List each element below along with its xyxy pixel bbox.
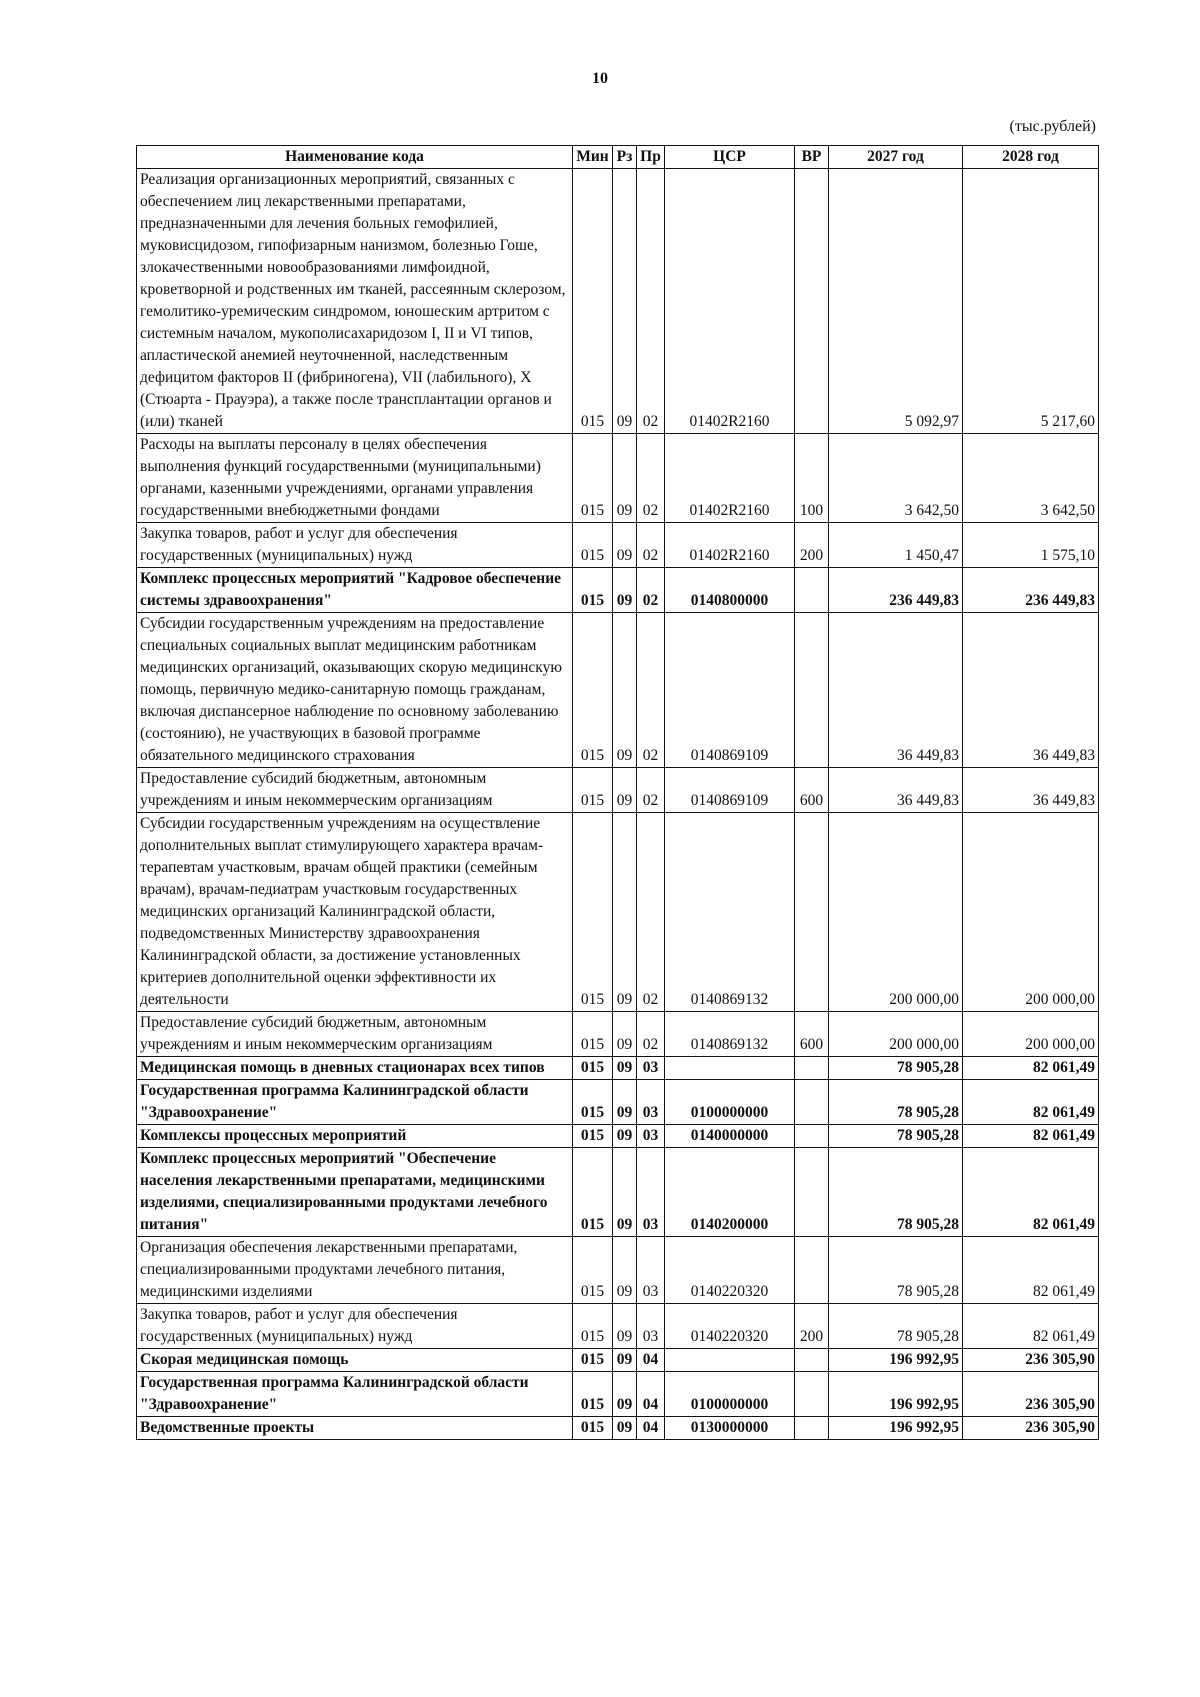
cell-min: 015 (573, 568, 613, 613)
cell-vr: 600 (795, 768, 829, 813)
cell-name: Предоставление субсидий бюджетным, автономным учреждениям и иным некоммерческим организациям (137, 768, 573, 813)
cell-y2027: 5 092,97 (829, 169, 963, 434)
cell-name: Скорая медицинская помощь (137, 1349, 573, 1372)
cell-min: 015 (573, 1237, 613, 1304)
cell-pr: 02 (637, 1012, 665, 1057)
cell-name: Комплекс процессных мероприятий "Обеспечение населения лекарственными препаратами, медицинскими изделиями, специализированными продуктами лечебного питания" (137, 1148, 573, 1237)
cell-rz: 09 (613, 813, 637, 1012)
cell-csr: 0140220320 (665, 1237, 795, 1304)
cell-y2027: 200 000,00 (829, 813, 963, 1012)
header-rz: Рз (613, 146, 637, 169)
cell-y2028: 1 575,10 (963, 523, 1099, 568)
cell-min: 015 (573, 1125, 613, 1148)
header-2027: 2027 год (829, 146, 963, 169)
cell-name: Организация обеспечения лекарственными препаратами, специализированными продуктами лечебного питания, медицинскими изделиями (137, 1237, 573, 1304)
header-pr: Пр (637, 146, 665, 169)
cell-rz: 09 (613, 1304, 637, 1349)
cell-csr: 0140800000 (665, 568, 795, 613)
table-row (137, 813, 1099, 1012)
table-row (137, 1080, 1099, 1125)
cell-y2028: 5 217,60 (963, 169, 1099, 434)
cell-y2027: 78 905,28 (829, 1148, 963, 1237)
cell-name: Реализация организационных мероприятий, связанных с обеспечением лиц лекарственными препаратами, предназначенными для лечения больных гемофилией, муковисцидозом, гипофизарным нанизмом, болезнью Гоше, злокачественными новообразованиями лимфоидной, кроветворной и родственных им тканей, рассеянным склерозом, гемолитико-уремическим синдромом, юношеским артритом с системным началом, мукополисахаридозом I, II и VI типов, апластической анемией неуточненной, наследственным дефицитом факторов II (фибриногена), VII (лабильного), X (Стюарта - Прауэра), а также после трансплантации органов и (или) тканей (137, 169, 573, 434)
table-body (137, 169, 1099, 1440)
cell-min: 015 (573, 1148, 613, 1237)
cell-vr (795, 813, 829, 1012)
cell-csr: 0100000000 (665, 1372, 795, 1417)
cell-vr (795, 1372, 829, 1417)
cell-y2028: 82 061,49 (963, 1304, 1099, 1349)
cell-rz: 09 (613, 169, 637, 434)
cell-pr: 02 (637, 169, 665, 434)
cell-y2028: 82 061,49 (963, 1080, 1099, 1125)
cell-pr: 02 (637, 768, 665, 813)
cell-vr (795, 1125, 829, 1148)
cell-vr: 200 (795, 523, 829, 568)
cell-name: Субсидии государственным учреждениям на осуществление дополнительных выплат стимулирующего характера врачам-терапевтам участковым, врачам общей практики (семейным врачам), врачам-педиатрам участковым государственных медицинских организаций Калининградской области, подведомственных Министерству здравоохранения Калининградской области, за достижение установленных критериев дополнительной оценки эффективности их деятельности (137, 813, 573, 1012)
header-2028: 2028 год (963, 146, 1099, 169)
cell-pr: 03 (637, 1148, 665, 1237)
cell-min: 015 (573, 434, 613, 523)
cell-rz: 09 (613, 568, 637, 613)
header-csr: ЦСР (665, 146, 795, 169)
cell-y2027: 78 905,28 (829, 1237, 963, 1304)
budget-table (136, 145, 1099, 1440)
cell-csr: 0130000000 (665, 1417, 795, 1440)
cell-name: Закупка товаров, работ и услуг для обеспечения государственных (муниципальных) нужд (137, 523, 573, 568)
cell-min: 015 (573, 613, 613, 768)
cell-vr (795, 1080, 829, 1125)
cell-vr (795, 1237, 829, 1304)
cell-y2028: 36 449,83 (963, 613, 1099, 768)
table-row (137, 1417, 1099, 1440)
cell-name: Государственная программа Калининградской области "Здравоохранение" (137, 1372, 573, 1417)
cell-name: Расходы на выплаты персоналу в целях обеспечения выполнения функций государственными (муниципальными) органами, казенными учреждениями, органами управления государственными внебюджетными фондами (137, 434, 573, 523)
table-row (137, 1057, 1099, 1080)
cell-y2028: 236 305,90 (963, 1417, 1099, 1440)
cell-y2027: 196 992,95 (829, 1417, 963, 1440)
table-row (137, 434, 1099, 523)
cell-csr: 0140869109 (665, 613, 795, 768)
table-row (137, 523, 1099, 568)
cell-csr (665, 1057, 795, 1080)
cell-y2027: 200 000,00 (829, 1012, 963, 1057)
cell-rz: 09 (613, 523, 637, 568)
cell-y2028: 200 000,00 (963, 1012, 1099, 1057)
cell-y2027: 1 450,47 (829, 523, 963, 568)
cell-rz: 09 (613, 1372, 637, 1417)
cell-vr (795, 1349, 829, 1372)
header-vr: ВР (795, 146, 829, 169)
cell-min: 015 (573, 768, 613, 813)
cell-y2027: 196 992,95 (829, 1349, 963, 1372)
units-label: (тыс.рублей) (1009, 118, 1096, 135)
cell-vr (795, 568, 829, 613)
table-row (137, 1125, 1099, 1148)
table-row (137, 1237, 1099, 1304)
cell-pr: 04 (637, 1417, 665, 1440)
table-row (137, 1349, 1099, 1372)
table-row (137, 1304, 1099, 1349)
cell-y2027: 78 905,28 (829, 1125, 963, 1148)
cell-csr: 0100000000 (665, 1080, 795, 1125)
cell-pr: 04 (637, 1349, 665, 1372)
cell-rz: 09 (613, 1148, 637, 1237)
cell-min: 015 (573, 1057, 613, 1080)
cell-name: Комплекс процессных мероприятий "Кадровое обеспечение системы здравоохранения" (137, 568, 573, 613)
table-row (137, 1148, 1099, 1237)
cell-csr: 0140869132 (665, 813, 795, 1012)
cell-rz: 09 (613, 1080, 637, 1125)
cell-vr (795, 613, 829, 768)
cell-y2027: 78 905,28 (829, 1057, 963, 1080)
cell-csr: 0140869132 (665, 1012, 795, 1057)
cell-y2027: 36 449,83 (829, 613, 963, 768)
cell-pr: 02 (637, 813, 665, 1012)
cell-y2028: 36 449,83 (963, 768, 1099, 813)
cell-y2028: 82 061,49 (963, 1125, 1099, 1148)
cell-min: 015 (573, 1012, 613, 1057)
header-min: Мин (573, 146, 613, 169)
cell-y2027: 196 992,95 (829, 1372, 963, 1417)
cell-csr: 0140869109 (665, 768, 795, 813)
cell-min: 015 (573, 1349, 613, 1372)
cell-name: Ведомственные проекты (137, 1417, 573, 1440)
cell-rz: 09 (613, 1125, 637, 1148)
cell-y2027: 236 449,83 (829, 568, 963, 613)
table-row (137, 1012, 1099, 1057)
cell-min: 015 (573, 1417, 613, 1440)
cell-rz: 09 (613, 1057, 637, 1080)
cell-y2027: 3 642,50 (829, 434, 963, 523)
cell-min: 015 (573, 1304, 613, 1349)
cell-name: Закупка товаров, работ и услуг для обеспечения государственных (муниципальных) нужд (137, 1304, 573, 1349)
cell-rz: 09 (613, 613, 637, 768)
cell-vr (795, 1148, 829, 1237)
header-name: Наименование кода (137, 146, 573, 169)
cell-name: Медицинская помощь в дневных стационарах всех типов (137, 1057, 573, 1080)
cell-vr: 200 (795, 1304, 829, 1349)
cell-vr: 100 (795, 434, 829, 523)
cell-vr (795, 1057, 829, 1080)
cell-pr: 03 (637, 1080, 665, 1125)
cell-y2028: 82 061,49 (963, 1148, 1099, 1237)
cell-vr (795, 1417, 829, 1440)
cell-min: 015 (573, 523, 613, 568)
cell-pr: 03 (637, 1237, 665, 1304)
cell-name: Комплексы процессных мероприятий (137, 1125, 573, 1148)
cell-csr: 01402R2160 (665, 523, 795, 568)
cell-pr: 03 (637, 1125, 665, 1148)
cell-rz: 09 (613, 1012, 637, 1057)
table-row (137, 613, 1099, 768)
table-row (137, 768, 1099, 813)
cell-y2028: 82 061,49 (963, 1237, 1099, 1304)
cell-rz: 09 (613, 1417, 637, 1440)
cell-csr (665, 1349, 795, 1372)
cell-y2028: 236 305,90 (963, 1372, 1099, 1417)
cell-y2028: 236 449,83 (963, 568, 1099, 613)
cell-vr: 600 (795, 1012, 829, 1057)
cell-y2027: 78 905,28 (829, 1304, 963, 1349)
cell-csr: 0140200000 (665, 1148, 795, 1237)
cell-rz: 09 (613, 1349, 637, 1372)
cell-min: 015 (573, 169, 613, 434)
cell-pr: 02 (637, 568, 665, 613)
cell-pr: 04 (637, 1372, 665, 1417)
cell-y2028: 3 642,50 (963, 434, 1099, 523)
cell-rz: 09 (613, 434, 637, 523)
table-row (137, 169, 1099, 434)
cell-csr: 01402R2160 (665, 169, 795, 434)
cell-y2027: 78 905,28 (829, 1080, 963, 1125)
cell-vr (795, 169, 829, 434)
cell-y2027: 36 449,83 (829, 768, 963, 813)
cell-pr: 02 (637, 613, 665, 768)
cell-rz: 09 (613, 1237, 637, 1304)
cell-min: 015 (573, 1372, 613, 1417)
cell-pr: 03 (637, 1057, 665, 1080)
table-row (137, 568, 1099, 613)
cell-y2028: 200 000,00 (963, 813, 1099, 1012)
cell-pr: 02 (637, 523, 665, 568)
cell-csr: 0140220320 (665, 1304, 795, 1349)
cell-rz: 09 (613, 768, 637, 813)
table-header-row (137, 146, 1099, 169)
cell-pr: 02 (637, 434, 665, 523)
cell-min: 015 (573, 813, 613, 1012)
cell-pr: 03 (637, 1304, 665, 1349)
cell-name: Государственная программа Калининградской области "Здравоохранение" (137, 1080, 573, 1125)
page-number: 10 (592, 70, 608, 87)
cell-csr: 0140000000 (665, 1125, 795, 1148)
table-row (137, 1372, 1099, 1417)
cell-name: Предоставление субсидий бюджетным, автономным учреждениям и иным некоммерческим организациям (137, 1012, 573, 1057)
cell-csr: 01402R2160 (665, 434, 795, 523)
cell-name: Субсидии государственным учреждениям на предоставление специальных социальных выплат медицинским работникам медицинских организаций, оказывающих скорую медицинскую помощь, первичную медико-санитарную помощь гражданам, включая диспансерное наблюдение по основному заболеванию (состоянию), не участвующих в базовой программе обязательного медицинского страхования (137, 613, 573, 768)
cell-min: 015 (573, 1080, 613, 1125)
cell-y2028: 236 305,90 (963, 1349, 1099, 1372)
cell-y2028: 82 061,49 (963, 1057, 1099, 1080)
